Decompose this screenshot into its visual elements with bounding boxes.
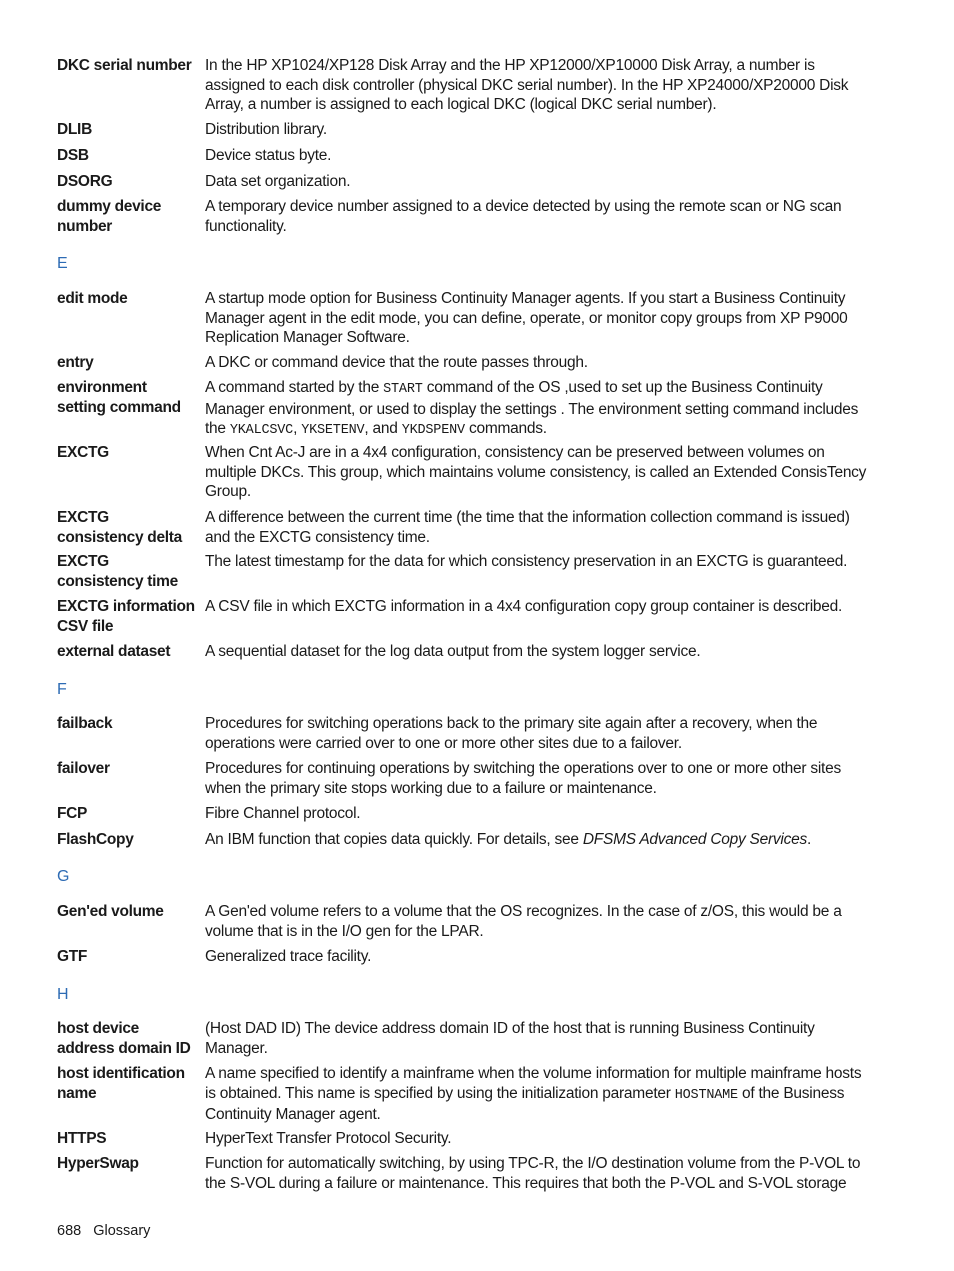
glossary-term: FCP [57, 805, 88, 822]
glossary-definition: Distribution library. [205, 121, 327, 138]
glossary-definition: A temporary device number assigned to a device detected by using the remote scan or NG scan functionality. [205, 198, 842, 235]
definition-text: . [807, 831, 812, 848]
glossary-term: DSB [57, 147, 89, 164]
glossary-term: EXCTG information CSV file [57, 598, 195, 635]
glossary-definition: HyperText Transfer Protocol Security. [205, 1130, 452, 1147]
glossary-term: DLIB [57, 121, 92, 138]
glossary-term: failover [57, 760, 110, 777]
section-letter-h: H [57, 986, 69, 1003]
glossary-term: environment setting command [57, 379, 181, 416]
glossary-definition: When Cnt Ac-J are in a 4x4 configuration, consistency can be preserved between volumes on multiple DKCs. This group, which maintains volume consistency, is called an Extended ConsisTency Group. [205, 444, 867, 501]
glossary-definition: The latest timestamp for the data for which consistency preservation in an EXCTG is guaranteed. [205, 553, 848, 570]
glossary-term: DSORG [57, 173, 113, 190]
section-letter-f: F [57, 681, 67, 698]
glossary-definition: Function for automatically switching, by using TPC-R, the I/O destination volume from the P-VOL to the S-VOL during a failure or maintenance. This requires that both the P-VOL and S-VOL storage [205, 1155, 861, 1192]
glossary-term: Gen'ed volume [57, 903, 164, 920]
glossary-definition: A startup mode option for Business Continuity Manager agents. If you start a Business Continuity Manager agent in the edit mode, you can define, operate, or monitor copy groups from XP P9000 Replication Manager Software. [205, 290, 848, 347]
glossary-definition: A CSV file in which EXCTG information in a 4x4 configuration copy group container is described. [205, 598, 843, 615]
definition-text: command of the OS ,used to set up the Business Continuity Manager environment, or used to display the settings . The environment setting command includes the [205, 379, 859, 438]
glossary-definition: Procedures for continuing operations by switching the operations over to one or more other sites when the primary site stops working due to a failure or maintenance. [205, 760, 841, 797]
glossary-definition: A DKC or command device that the route passes through. [205, 354, 588, 371]
glossary-term: edit mode [57, 290, 128, 307]
glossary-term: FlashCopy [57, 831, 134, 848]
glossary-definition [205, 830, 871, 850]
definition-text: A name specified to identify a mainframe when the volume information for multiple mainframe hosts is obtained. This name is specified by using the initialization parameter [205, 1065, 862, 1102]
glossary-term: host identification name [57, 1065, 185, 1102]
glossary-term: external dataset [57, 643, 171, 660]
glossary-definition: Fibre Channel protocol. [205, 805, 361, 822]
glossary-term: DKC serial number [57, 57, 192, 74]
parameter-name: HOSTNAME [674, 1087, 738, 1103]
command-name: YKSETENV [301, 423, 365, 439]
glossary-term: GTF [57, 948, 88, 965]
glossary-definition: A sequential dataset for the log data output from the system logger service. [205, 643, 701, 660]
glossary-term: dummy device number [57, 198, 162, 235]
definition-text: , [293, 420, 302, 438]
definition-text: A command started by the [205, 379, 384, 396]
glossary-definition: Device status byte. [205, 147, 332, 164]
section-letter-g: G [57, 868, 70, 885]
glossary-term: entry [57, 354, 94, 371]
page-number: 688 [57, 1223, 82, 1239]
glossary-definition [205, 1064, 871, 1125]
definition-text: of the Business Continuity Manager agent. [205, 1084, 845, 1124]
glossary-term: failback [57, 715, 113, 732]
glossary-definition [205, 378, 871, 441]
definition-text: commands. [464, 420, 547, 438]
section-letter-e: E [57, 255, 68, 272]
command-name: YKALCSVC [229, 423, 294, 439]
glossary-term: HyperSwap [57, 1155, 139, 1172]
glossary-term: EXCTG [57, 444, 109, 461]
glossary-term: host device address domain ID [57, 1020, 191, 1057]
command-name: YKDSPENV [401, 423, 465, 439]
glossary-definition: Generalized trace facility. [205, 948, 372, 965]
glossary-term: HTTPS [57, 1130, 107, 1147]
definition-text: An IBM function that copies data quickly. For details, see [205, 831, 583, 848]
glossary-term: EXCTG consistency time [57, 553, 178, 590]
footer-section-title: Glossary [93, 1223, 151, 1239]
command-name: START [383, 382, 423, 397]
glossary-definition: In the HP XP1024/XP128 Disk Array and the HP XP12000/XP10000 Disk Array, a number is assigned to each disk controller (physical DKC serial number). In the HP XP24000/XP20000 Disk Array, a number is assigned to each logical DKC (logical DKC serial number). [205, 57, 849, 114]
definition-text: , and [364, 420, 402, 438]
page-footer [57, 1223, 150, 1239]
glossary-definition: Data set organization. [205, 173, 351, 190]
glossary-definition: Procedures for switching operations back to the primary site again after a recovery, when the operations were carried over to one or more other sites due to a failover. [205, 715, 818, 752]
glossary-definition: (Host DAD ID) The device address domain ID of the host that is running Business Continuity Manager. [205, 1020, 815, 1057]
glossary-term: EXCTG consistency delta [57, 509, 182, 546]
glossary-definition: A difference between the current time (the time that the information collection command is issued) and the EXCTG consistency time. [205, 509, 850, 546]
glossary-definition: A Gen'ed volume refers to a volume that the OS recognizes. In the case of z/OS, this would be a volume that is in the I/O gen for the LPAR. [205, 903, 842, 940]
reference-title: DFSMS Advanced Copy Services [582, 831, 807, 848]
